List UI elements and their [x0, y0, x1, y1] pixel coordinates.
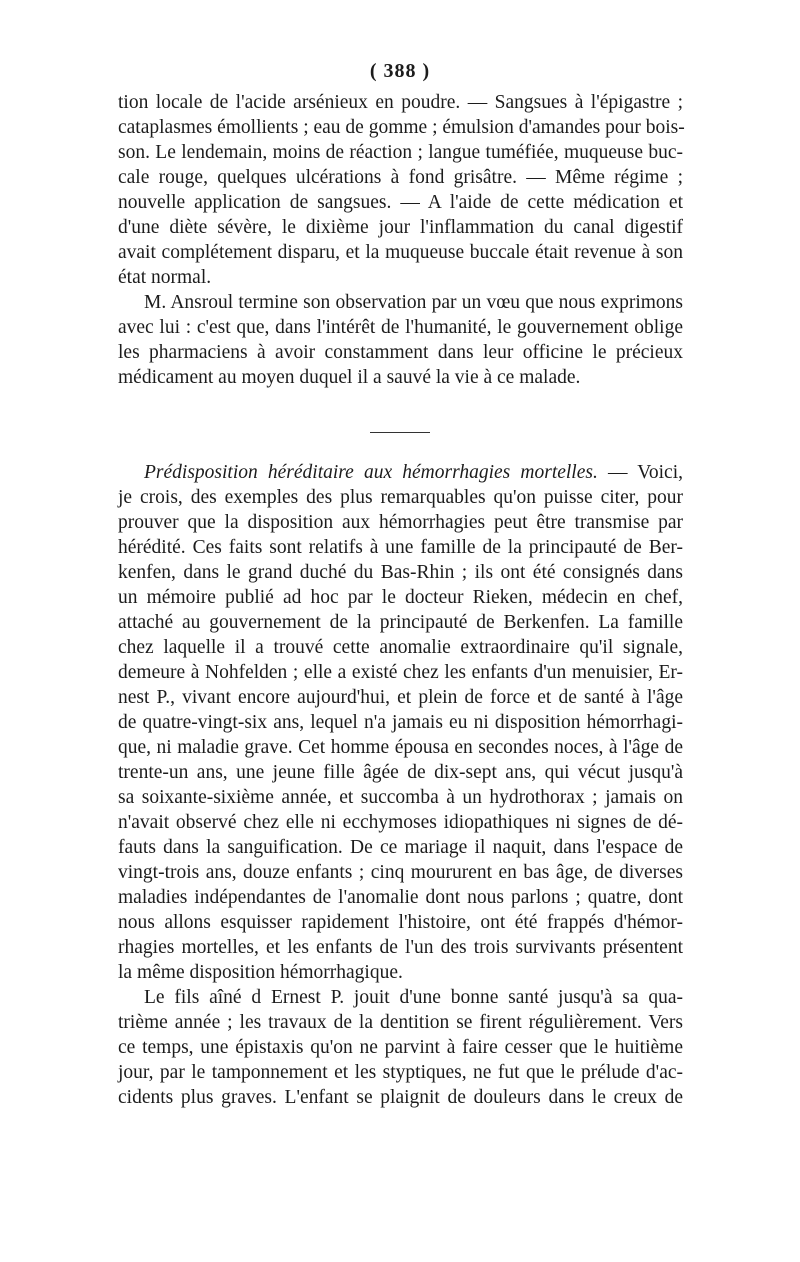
- text-line: tion locale de l'acide arsénieux en poudre. — Sangsues à l'épigastre ;: [118, 92, 683, 113]
- article-title-continuation: — Voici,: [597, 462, 683, 483]
- page-number: ( 388 ): [369, 60, 431, 82]
- text-line: les pharmaciens à avoir constamment dans leur officine le précieux: [118, 342, 683, 363]
- text-line: état normal.: [118, 267, 212, 288]
- text-line: demeure à Nohfelden ; elle a existé chez les enfants d'un menuisier, Er-: [118, 662, 683, 683]
- text-line: ce temps, une épistaxis qu'on ne parvint à faire cesser que le huitième: [118, 1037, 683, 1058]
- text-line: nouvelle application de sangsues. — A l'aide de cette médication et: [118, 192, 683, 213]
- text-line: kenfen, dans le grand duché du Bas-Rhin ; ils ont été consignés dans: [118, 562, 683, 583]
- text-line: cataplasmes émollients ; eau de gomme ; émulsion d'amandes pour bois-: [118, 117, 685, 138]
- text-line: cale rouge, quelques ulcérations à fond grisâtre. — Même régime ;: [118, 167, 683, 188]
- section-divider: [370, 432, 430, 433]
- text-line: nous allons esquisser rapidement l'histoire, ont été frappés d'hémor-: [118, 912, 683, 933]
- text-line: fauts dans la sanguification. De ce mariage il naquit, dans l'espace de: [118, 837, 683, 858]
- top-section: [118, 90, 683, 390]
- text-line: un mémoire publié ad hoc par le docteur Rieken, médecin en chef,: [118, 587, 683, 608]
- text-line: trente-un ans, une jeune fille âgée de dix-sept ans, qui vécut jusqu'à: [118, 762, 683, 783]
- text-line: je crois, des exemples des plus remarquables qu'on puisse citer, pour: [118, 487, 683, 508]
- text-line: trième année ; les travaux de la dentition se firent régulièrement. Vers: [118, 1012, 683, 1033]
- article-title: Prédisposition héréditaire aux hémorrhagies mortelles.: [144, 462, 598, 483]
- article-section: [118, 460, 683, 1110]
- text-line: prouver que la disposition aux hémorrhagies peut être transmise par: [118, 512, 683, 533]
- text-line: d'une diète sévère, le dixième jour l'inflammation du canal digestif: [118, 217, 683, 238]
- text-line: rhagies mortelles, et les enfants de l'un des trois survivants présentent: [118, 937, 683, 958]
- text-line: M. Ansroul termine son observation par un vœu que nous exprimons: [144, 292, 683, 313]
- text-line: que, ni maladie grave. Cet homme épousa en secondes noces, à l'âge de: [118, 737, 683, 758]
- text-line: cidents plus graves. L'enfant se plaignit de douleurs dans le creux de: [118, 1087, 683, 1108]
- text-line: sa soixante-sixième année, et succomba à un hydrothorax ; jamais on: [118, 787, 683, 808]
- text-line: avec lui : c'est que, dans l'intérêt de l'humanité, le gouvernement oblige: [118, 317, 683, 338]
- text-line: son. Le lendemain, moins de réaction ; langue tuméfiée, muqueuse buc-: [118, 142, 683, 163]
- text-line: n'avait observé chez elle ni ecchymoses idiopathiques ni signes de dé-: [118, 812, 683, 833]
- text-line: avait complétement disparu, et la muqueuse buccale était revenue à son: [118, 242, 683, 263]
- text-line: jour, par le tamponnement et les styptiques, ne fut que le prélude d'ac-: [118, 1062, 683, 1083]
- text-line: nest P., vivant encore aujourd'hui, et plein de force et de santé à l'âge: [118, 687, 683, 708]
- text-line: Le fils aîné d Ernest P. jouit d'une bonne santé jusqu'à sa qua-: [144, 987, 683, 1008]
- text-line: chez laquelle il a trouvé cette anomalie extraordinaire qu'il signale,: [118, 637, 683, 658]
- text-line: de quatre-vingt-six ans, lequel n'a jamais eu ni disposition hémorrhagi-: [118, 712, 683, 733]
- text-line: attaché au gouvernement de la principauté de Berkenfen. La famille: [118, 612, 683, 633]
- text-line: la même disposition hémorrhagique.: [118, 962, 403, 983]
- text-line: médicament au moyen duquel il a sauvé la vie à ce malade.: [118, 367, 581, 388]
- text-line: hérédité. Ces faits sont relatifs à une famille de la principauté de Ber-: [118, 537, 683, 558]
- text-line: vingt-trois ans, douze enfants ; cinq moururent en bas âge, de diverses: [118, 862, 683, 883]
- article-title-line: [118, 460, 683, 485]
- text-line: maladies indépendantes de l'anomalie dont nous parlons ; quatre, dont: [118, 887, 683, 908]
